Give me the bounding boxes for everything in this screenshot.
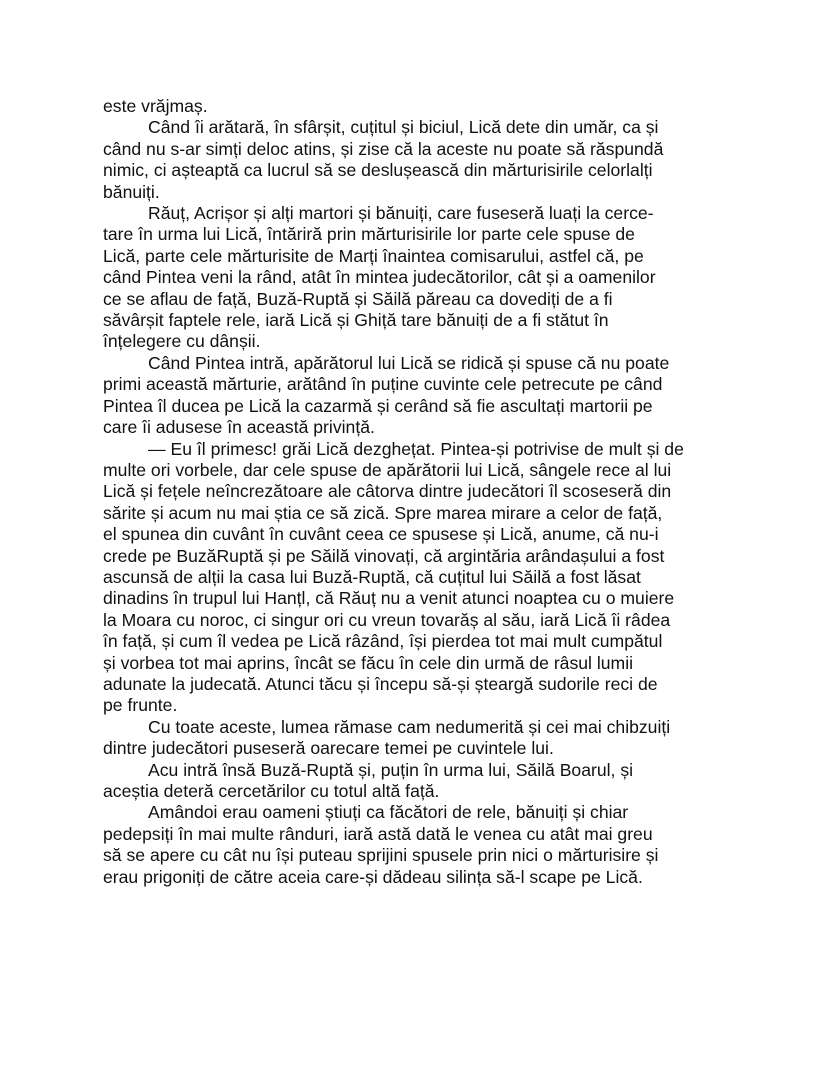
text-line: Acu intră însă Buză-Ruptă și, puțin în urma lui, Săilă Boarul, și bbox=[148, 759, 634, 780]
text-line: sărite și acum nu mai știa ce să zică. Spre marea mirare a celor de față, bbox=[103, 502, 663, 523]
text-line: crede pe BuzăRuptă și pe Săilă vinovați, că argintăria arândașului a fost bbox=[103, 545, 665, 566]
text-line: în față, și cum îl vedea pe Lică râzând, își pierdea tot mai mult cumpătul bbox=[103, 631, 663, 652]
text-line: Cu toate aceste, lumea rămase cam nedumerită și cei mai chibzuiți bbox=[148, 716, 671, 737]
text-line: când Pintea veni la rând, atât în mintea judecătorilor, cât și a oamenilor bbox=[103, 267, 656, 288]
text-line: și vorbea tot mai aprins, încât se făcu în cele din urmă de râsul lumii bbox=[103, 652, 634, 673]
text-line: primi această mărturie, arătând în puține cuvinte cele petrecute pe când bbox=[103, 374, 663, 395]
text-line: Când îi arătară, în sfârșit, cuțitul și biciul, Lică dete din umăr, ca și bbox=[148, 117, 659, 138]
text-line: Când Pintea intră, apărătorul lui Lică se ridică și spuse că nu poate bbox=[148, 352, 670, 373]
text-line: Lică și fețele neîncrezătoare ale câtorva dintre judecători îl scoseseră din bbox=[103, 481, 672, 502]
paragraph bbox=[103, 717, 725, 760]
text-line: înțelegere cu dânșii. bbox=[103, 331, 261, 352]
text-line: când nu s-ar simți deloc atins, și zise că la aceste nu poate să răspundă bbox=[103, 138, 664, 159]
text-line: Lică, parte cele mărturisite de Marți înaintea comisarului, astfel că, pe bbox=[103, 245, 644, 266]
text-line: Amândoi erau oameni știuți ca făcători de rele, bănuiți și chiar bbox=[148, 802, 629, 823]
text-line: Pintea îl ducea pe Lică la cazarmă și cerând să fie ascultați martorii pe bbox=[103, 395, 653, 416]
text-line: dintre judecători puseseră oarecare temei pe cuvintele lui. bbox=[103, 738, 554, 759]
text-line: el spunea din cuvânt în cuvânt ceea ce spusese și Lică, anume, că nu-i bbox=[103, 524, 659, 545]
paragraph bbox=[103, 802, 725, 888]
text-line: ascunsă de alții la casa lui Buză-Ruptă, că cuțitul lui Săilă a fost lăsat bbox=[103, 566, 641, 587]
text-line: pe frunte. bbox=[103, 695, 178, 716]
paragraph bbox=[103, 117, 725, 203]
paragraph bbox=[103, 439, 725, 717]
paragraph bbox=[103, 96, 725, 117]
text-line: erau prigoniți de către aceia care-și dădeau silința să-l scape pe Lică. bbox=[103, 866, 643, 887]
text-line: este vrăjmaș. bbox=[103, 96, 208, 116]
text-line: bănuiți. bbox=[103, 181, 160, 202]
document-page bbox=[103, 96, 725, 888]
text-line: săvârșit faptele rele, iară Lică și Ghiță tare bănuiți de a fi stătut în bbox=[103, 310, 609, 331]
text-line: multe ori vorbele, dar cele spuse de apărătorii lui Lică, sângele rece al lui bbox=[103, 459, 672, 480]
text-line: — Eu îl primesc! grăi Lică dezghețat. Pintea-și potrivise de mult și de bbox=[148, 438, 684, 459]
text-line: la Moara cu noroc, ci singur ori cu vreun tovarăș al său, iară Lică îi râdea bbox=[103, 609, 671, 630]
text-line: Răuț, Acrișor și alți martori și bănuiți, care fuseseră luați la cerce- bbox=[148, 203, 654, 224]
text-line: care îi adusese în această privință. bbox=[103, 417, 375, 438]
paragraph bbox=[103, 203, 725, 353]
text-line: ce se aflau de față, Buză-Ruptă și Săilă păreau ca dovediți de a fi bbox=[103, 288, 613, 309]
paragraph bbox=[103, 760, 725, 803]
text-line: dinadins în trupul lui Hanțl, că Răuț nu a venit atunci noaptea cu o muiere bbox=[103, 588, 675, 609]
paragraph bbox=[103, 353, 725, 439]
text-line: tare în urma lui Lică, întăriră prin mărturisirile lor parte cele spuse de bbox=[103, 224, 635, 245]
text-line: nimic, ci așteaptă ca lucrul să se deslușească din mărturisirile celorlalți bbox=[103, 160, 653, 181]
text-line: să se apere cu cât nu își puteau sprijini spusele prin nici o mărturisire și bbox=[103, 845, 659, 866]
text-line: aceștia deteră cercetărilor cu totul altă față. bbox=[103, 781, 440, 801]
text-line: pedepsiți în mai multe rânduri, iară astă dată le venea cu atât mai greu bbox=[103, 823, 653, 844]
text-line: adunate la judecată. Atunci tăcu și începu să-și șteargă sudorile reci de bbox=[103, 673, 658, 694]
